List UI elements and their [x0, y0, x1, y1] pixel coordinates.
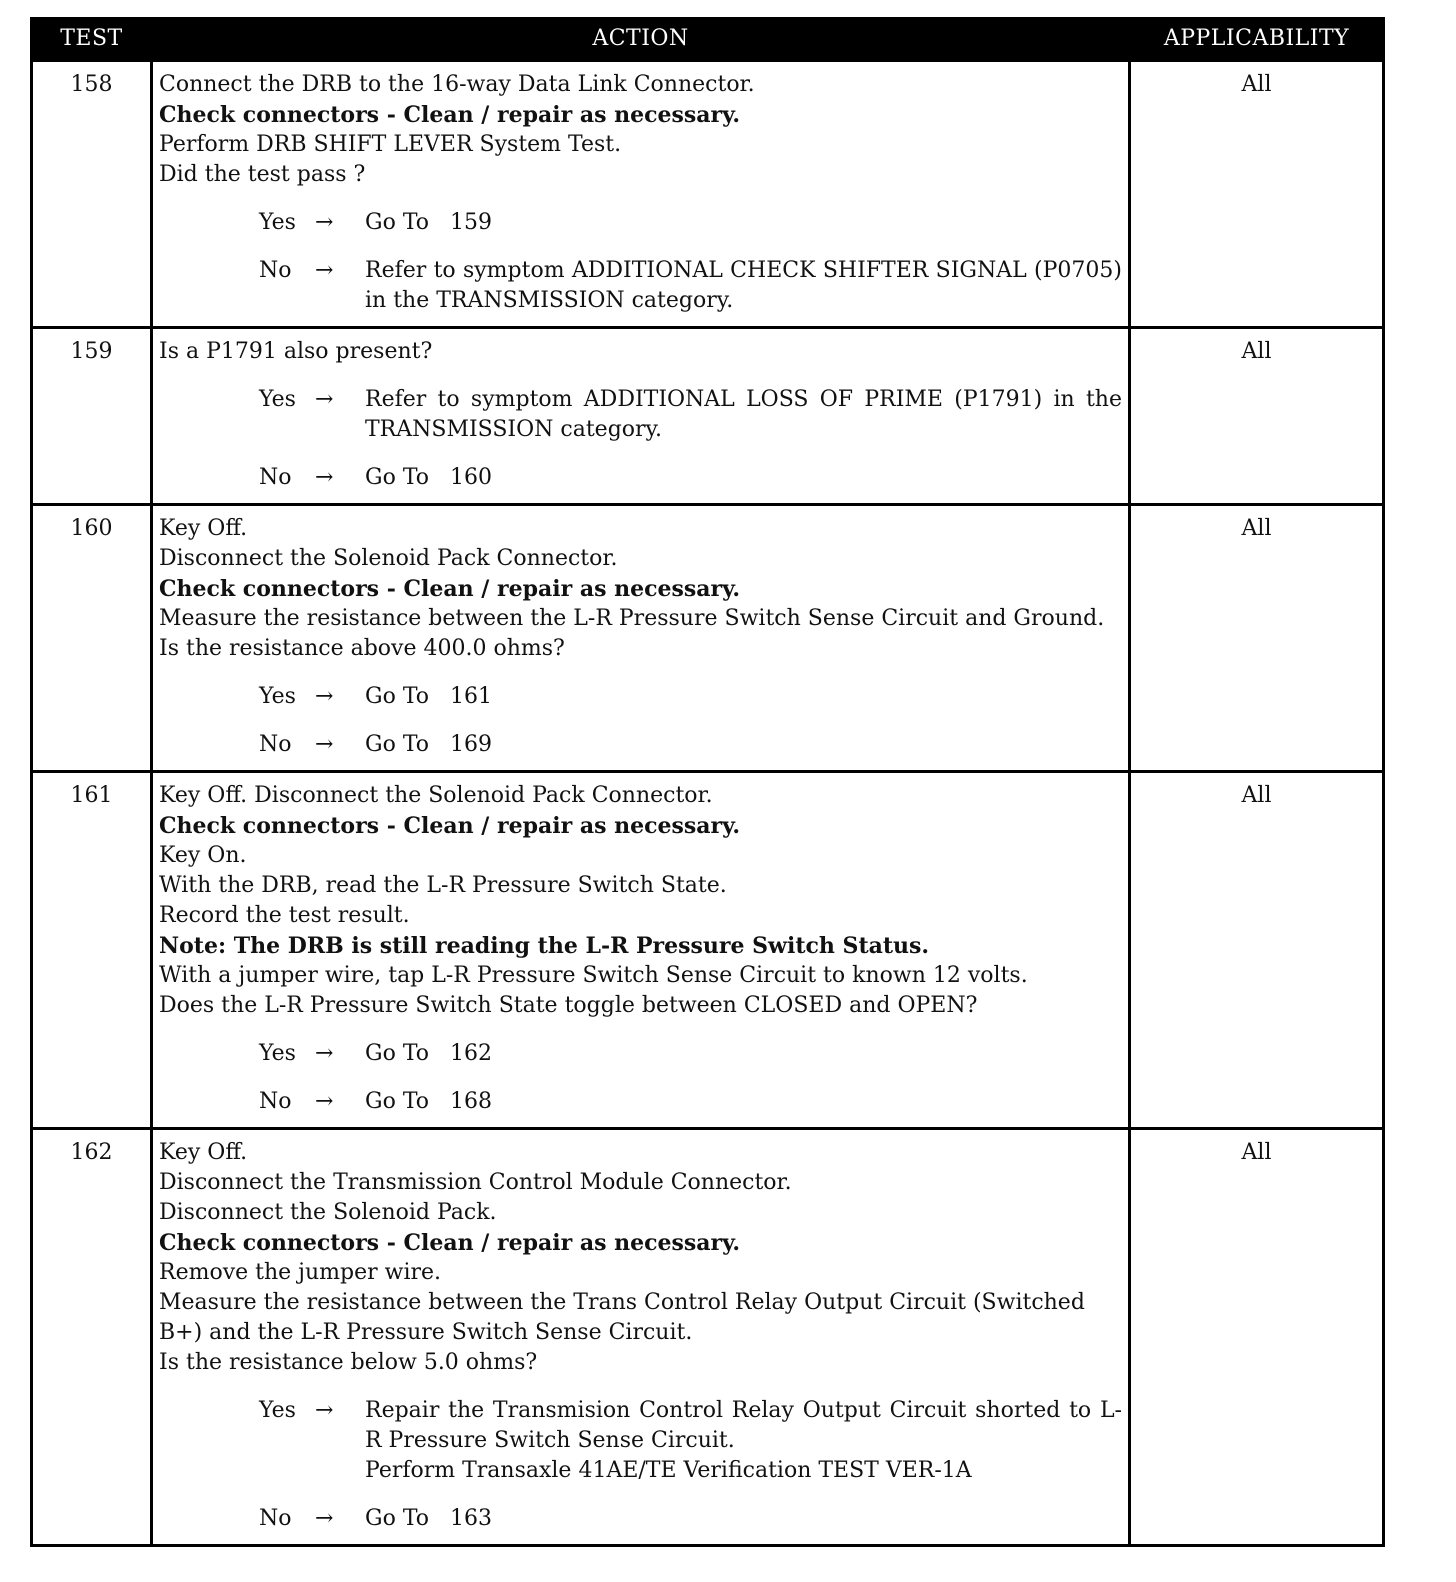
- action-instruction: Disconnect the Transmission Control Module Connector.: [159, 1170, 792, 1195]
- action-cell: [152, 61, 1130, 328]
- branch-target-text: Go To 160: [365, 465, 492, 490]
- test-number: 160: [32, 505, 152, 772]
- diagnostic-table: [30, 17, 1385, 1547]
- branch-yes: [259, 1039, 1122, 1069]
- arrow-right-icon: →: [315, 684, 334, 709]
- header-action: ACTION: [152, 17, 1130, 61]
- table-row: [32, 772, 1384, 1129]
- action-instruction: Remove the jumper wire.: [159, 1260, 442, 1285]
- action-cell: [152, 505, 1130, 772]
- branch-no: [259, 463, 1122, 493]
- applicability-value: All: [1130, 61, 1384, 328]
- table-row: [32, 505, 1384, 772]
- applicability-value: All: [1130, 772, 1384, 1129]
- arrow-right-icon: →: [315, 465, 334, 490]
- applicability-value: All: [1130, 328, 1384, 505]
- action-instruction: Perform DRB SHIFT LEVER System Test.: [159, 132, 622, 157]
- action-instruction: With a jumper wire, tap L-R Pressure Switch Sense Circuit to known 12 volts.: [159, 963, 1028, 988]
- action-instruction-bold: Check connectors - Clean / repair as necessary.: [159, 1230, 741, 1256]
- branch-target: [365, 385, 1129, 445]
- action-instruction-bold: Check connectors - Clean / repair as necessary.: [159, 576, 741, 602]
- arrow-right-icon: →: [315, 1398, 334, 1423]
- branch-target-text: Perform Transaxle 41AE/TE Verification TEST VER-1A: [365, 1458, 972, 1483]
- action-instruction: Key Off. Disconnect the Solenoid Pack Connector.: [159, 783, 713, 808]
- branch-answer: No: [259, 465, 292, 490]
- action-instruction: Disconnect the Solenoid Pack Connector.: [159, 546, 618, 571]
- table-row: [32, 328, 1384, 505]
- action-instruction: Is a P1791 also present?: [159, 339, 433, 364]
- branch-target-text: Go To 159: [365, 210, 492, 235]
- action-instruction: With the DRB, read the L-R Pressure Switch State.: [159, 873, 727, 898]
- branch-target: [365, 208, 1122, 238]
- branch-answer: No: [259, 1089, 292, 1114]
- arrow-right-icon: →: [315, 1041, 334, 1066]
- branch-answer: Yes: [259, 387, 296, 412]
- branch-yes: [259, 208, 1122, 238]
- branch-target-text: Go To 169: [365, 732, 492, 757]
- branch-target: [365, 1504, 1122, 1534]
- branch-answer: Yes: [259, 684, 296, 709]
- branch-target-text: Refer to symptom ADDITIONAL LOSS OF PRIME (P1791) in the TRANSMISSION category.: [365, 387, 1129, 442]
- action-instruction: Measure the resistance between the L-R Pressure Switch Sense Circuit and Ground.: [159, 606, 1105, 631]
- header-test: TEST: [32, 17, 152, 61]
- arrow-right-icon: →: [315, 1089, 334, 1114]
- branch-target-text: Repair the Transmision Control Relay Output Circuit shorted to L-R Pressure Switch Sense Circuit.: [365, 1398, 1122, 1453]
- branch-yes: [259, 1396, 1122, 1486]
- table-row: [32, 1129, 1384, 1546]
- test-number: 162: [32, 1129, 152, 1546]
- branch-target-text: Refer to symptom ADDITIONAL CHECK SHIFTER SIGNAL (P0705) in the TRANSMISSION category.: [365, 258, 1129, 313]
- branch-target: [365, 682, 1122, 712]
- action-instruction: Key Off.: [159, 1140, 248, 1165]
- action-cell: [152, 1129, 1130, 1546]
- branch-answer: Yes: [259, 1398, 296, 1423]
- branch-no: [259, 256, 1129, 316]
- arrow-right-icon: →: [315, 732, 334, 757]
- action-cell: [152, 328, 1130, 505]
- action-instruction: Connect the DRB to the 16-way Data Link Connector.: [159, 72, 755, 97]
- action-instruction: Record the test result.: [159, 903, 410, 928]
- branch-yes: [259, 682, 1122, 712]
- branch-target: [365, 730, 1122, 760]
- branch-no: [259, 1504, 1122, 1534]
- branch-answer: No: [259, 732, 292, 757]
- action-cell: [152, 772, 1130, 1129]
- test-number: 159: [32, 328, 152, 505]
- branch-target-text: Go To 163: [365, 1506, 492, 1531]
- arrow-right-icon: →: [315, 210, 334, 235]
- action-instruction: Key On.: [159, 843, 247, 868]
- branch-answer: No: [259, 258, 292, 283]
- branch-target-text: Go To 162: [365, 1041, 492, 1066]
- action-instruction-bold: Check connectors - Clean / repair as necessary.: [159, 102, 741, 128]
- branch-answer: No: [259, 1506, 292, 1531]
- test-number: 158: [32, 61, 152, 328]
- action-instruction: Does the L-R Pressure Switch State toggle between CLOSED and OPEN?: [159, 993, 978, 1018]
- action-instruction: Is the resistance below 5.0 ohms?: [159, 1350, 538, 1375]
- branch-yes: [259, 385, 1129, 445]
- applicability-value: All: [1130, 1129, 1384, 1546]
- branch-target: [365, 1039, 1122, 1069]
- action-instruction-bold: Note: The DRB is still reading the L-R Pressure Switch Status.: [159, 933, 930, 959]
- branch-answer: Yes: [259, 1041, 296, 1066]
- diagnostic-page: [30, 17, 1382, 1547]
- branch-target-text: Go To 161: [365, 684, 492, 709]
- action-instruction-bold: Check connectors - Clean / repair as necessary.: [159, 813, 741, 839]
- arrow-right-icon: →: [315, 1506, 334, 1531]
- branch-target: [365, 463, 1122, 493]
- arrow-right-icon: →: [315, 387, 334, 412]
- action-instruction: Did the test pass ?: [159, 162, 366, 187]
- branch-target: [365, 1087, 1122, 1117]
- applicability-value: All: [1130, 505, 1384, 772]
- action-instruction: Measure the resistance between the Trans Control Relay Output Circuit (Switched B+) and the L-R Pressure Switch Sense Circuit.: [159, 1290, 1085, 1345]
- arrow-right-icon: →: [315, 258, 334, 283]
- test-number: 161: [32, 772, 152, 1129]
- branch-no: [259, 1087, 1122, 1117]
- branch-target: [365, 256, 1129, 316]
- action-instruction: Is the resistance above 400.0 ohms?: [159, 636, 565, 661]
- branch-no: [259, 730, 1122, 760]
- table-body: [32, 61, 1384, 1546]
- action-instruction: Key Off.: [159, 516, 248, 541]
- branch-answer: Yes: [259, 210, 296, 235]
- action-instruction: Disconnect the Solenoid Pack.: [159, 1200, 497, 1225]
- header-applicability: APPLICABILITY: [1130, 17, 1384, 61]
- branch-target: [365, 1396, 1122, 1486]
- branch-target-text: Go To 168: [365, 1089, 492, 1114]
- table-row: [32, 61, 1384, 328]
- header-row: [32, 17, 1384, 61]
